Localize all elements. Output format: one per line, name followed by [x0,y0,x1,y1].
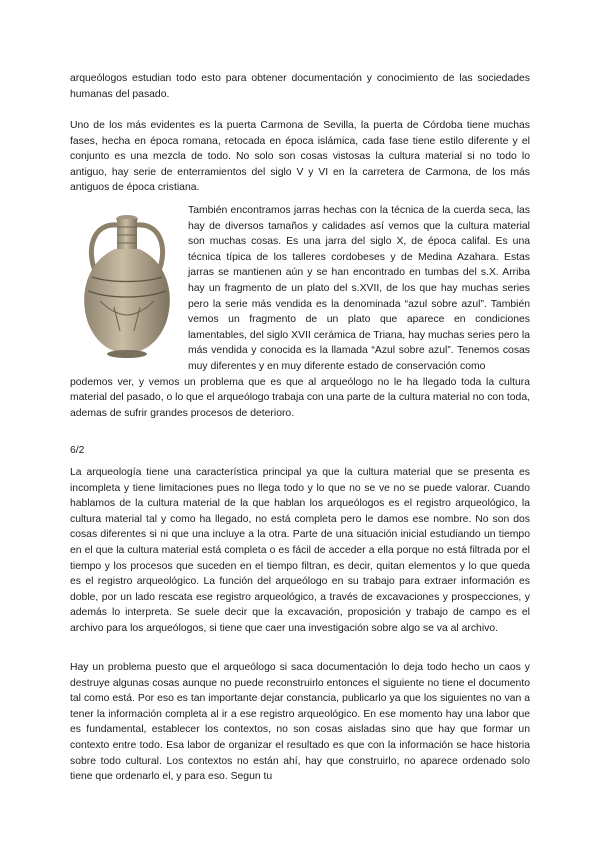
paragraph-jars-continued: podemos ver, y vemos un problema que es que al arqueólogo no le ha llegado toda la cultura material del pasado, o lo que el arqueólogo trabaja con una parte de la cultura material no con toda, ademas de sufrir grandes procesos de deterioro. [70,376,530,419]
paragraph-archaeological-record: La arqueología tiene una característica principal ya que la cultura material que se presenta es incompleta y tiene limitaciones pues no llega todo y lo que no se ve no se puede valorar. Cuando hablamos de la cultura material de la que hablan los arqueólogos es el registro arqueológico, la cultura material tal y como ha llegado, no está completa pero le damos ese nombre. No son dos cosas diferentes si ni que una incluye a la otra. Parte de una situación inicial estudiando un tiempo en el que la cultura material está completa o es fácil de acceder a ella porque no está filtrada por el tiempo y los procesos que suceden en el tiempo filtran, es decir, quitan elementos y lo que queda es el registro arqueológico. La función del arqueólogo en su trabajo para extraer información es doble, por un lado rescata ese registro arqueológico, a través de excavaciones y prospecciones, y además lo interpreta. Se suele decir que la excavación, proposición y trabajo de campo es el archivo para los arqueólogos, si tiene que caer una investigación sobre algo se va al archivo. [70,467,530,634]
paragraph-intro-tail: arqueólogos estudian todo esto para obtener documentación y conocimiento de las sociedades humanas del pasado. [70,73,530,100]
paragraph-city-gates: Uno de los más evidentes es la puerta Carmona de Sevilla, la puerta de Córdoba tiene muchas fases, hecha en época romana, retocada en época islámica, cada fase tiene estilo diferente y el conjunto es una mezcla de todo. No solo son cosas vistosas la cultura material si no todo lo antiguo, hay serie de enterramientos del siglo V y VI en la carretera de Carmona, de los más antiguos de época cristiana. [70,120,530,194]
paragraph-jars-block [70,203,530,421]
paragraph-jars-wrapped: También encontramos jarras hechas con la técnica de la cuerda seca, las hay de diversos tamaños y calidades así vemos que la cultura material son muchas cosas. Es una jarra del siglo X, de época califal. Es una técnica típica de los talleres cordobeses y de Medina Azahara. Estas jarras se mantienen aún y se han encontrado en tumbas del s.X. Arriba hay un fragmento de un plato del s.XVII, de los que hay muchas series pero la serie más vendida es la denominada “azul sobre azul”. También vemos un fragmento de un plato que aparece en condiciones lamentables, del siglo XVII cerámica de Triana, hay muchas series pero la más vendida y conocida es la llamada “Azul sobre azul”. Tenemos cosas muy diferentes y en muy diferente estado de conservación como [188,205,530,372]
section-number: 6/2 [70,445,85,456]
paragraph-contexts: Hay un problema puesto que el arqueólogo si saca documentación lo deja todo hecho un caos y destruye algunas cosas aunque no puede reconstruirlo entonces el siguiente no tiene el documento tal como está. Por eso es tan importante dejar constancia, publicarlo ya que los siguientes no van a tener la información completa al ir a ese registro arqueológico. En ese momento hay una labor que es fundamental, establecer los contextos, no son cosas aisladas sino que hay que formar un contexto entre todo. Esa labor de organizar el resultado es que con la información se hace historia sobre todo cultural. Los contextos no están ahí, hay que construirlo, no aparece ordenado solo tiene que ordenarlo el, y para eso. Segun tu [70,662,530,783]
